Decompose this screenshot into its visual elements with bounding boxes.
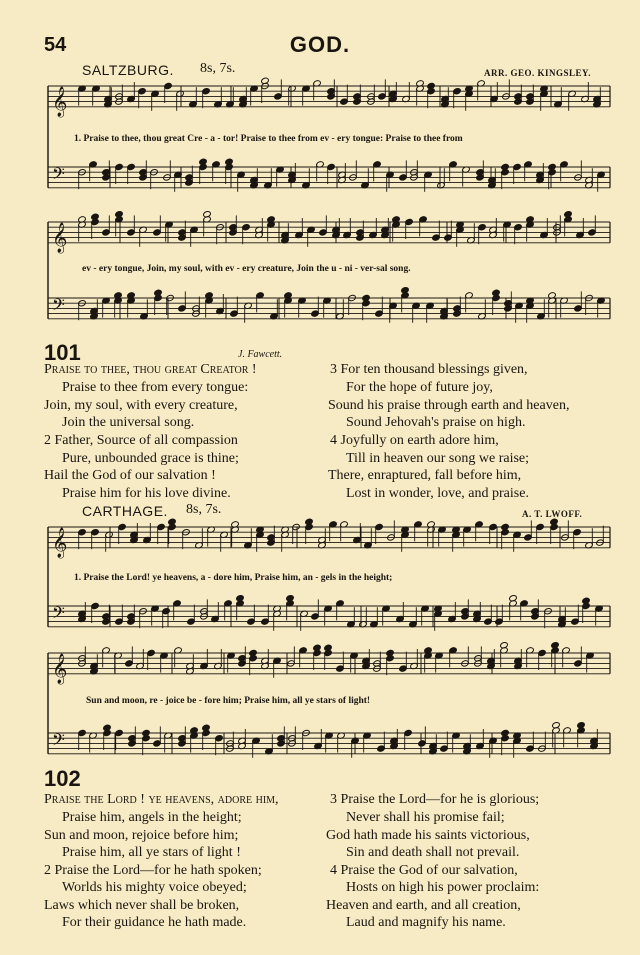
treble-clef: 𝄞 <box>52 653 68 684</box>
verse-line: Till in heaven our song we raise; <box>346 451 530 466</box>
verse-line: Worlds his mighty voice obeyed; <box>62 880 247 895</box>
verse-line: Laws which never shall be broken, <box>44 898 240 913</box>
arranger-credit: ARR. GEO. KINGSLEY. <box>484 68 591 78</box>
page-number: 54 <box>44 34 67 56</box>
lyric-line-1: 1. Praise to thee, thou great Cre - a - tor! Praise to thee from ev - ery tongue: Praise to thee from <box>74 134 463 144</box>
verse-line: For their guidance he hath made. <box>62 915 247 930</box>
verse-line: Heaven and earth, and all creation, <box>326 898 521 913</box>
verse-line: Sin and death shall not prevail. <box>346 845 520 860</box>
lyric-line-2: ev - ery tongue, Join, my soul, with ev - ery creature, Join the u - ni - ver-sal song. <box>82 264 411 274</box>
verse-line: Sound his praise through earth and heaven, <box>328 398 570 413</box>
verse-line: Praise him for his love divine. <box>62 486 231 501</box>
verse-line: 2 Praise the Lord—for he hath spoken; <box>44 863 262 878</box>
tune-name-saltzburg: SALTZBURG. <box>82 62 174 78</box>
tune-name-carthage: CARTHAGE. <box>82 503 168 519</box>
bass-clef: 𝄢 <box>52 729 65 754</box>
verse-line: Laud and magnify his name. <box>346 915 506 930</box>
meter-saltzburg: 8s, 7s. <box>200 61 236 76</box>
treble-clef: 𝄞 <box>52 527 68 558</box>
verse-line: 3 For ten thousand blessings given, <box>330 362 528 377</box>
verse-line: 3 Praise the Lord—for he is glorious; <box>330 792 540 807</box>
verse-line: Join the universal song. <box>62 415 195 430</box>
verse-line-text: Praise to thee, thou great Creator ! <box>44 362 257 377</box>
verse-line: 2 Father, Source of all compassion <box>44 433 238 448</box>
verse-line: Sun and moon, rejoice before him; <box>44 828 239 843</box>
verse-line: Hail the God of our salvation ! <box>44 468 216 483</box>
verse-line: Never shall his promise fail; <box>346 810 505 825</box>
lyric-line-3: 1. Praise the Lord! ye heavens, a - dore him, Praise him, an - gels in the height; <box>74 573 393 583</box>
verse-line: Hosts on high his power proclaim: <box>346 880 540 895</box>
verse-line: Praise him, all ye stars of light ! <box>62 845 241 860</box>
verse-line: God hath made his saints victorious, <box>326 828 530 843</box>
verse-line: Sound Jehovah's praise on high. <box>346 415 526 430</box>
section-title: GOD. <box>289 32 351 57</box>
treble-clef: 𝄞 <box>52 86 68 117</box>
bass-clef: 𝄢 <box>52 294 65 319</box>
verse-line: Praise him, angels in the height; <box>62 810 242 825</box>
verse-line <box>44 361 257 379</box>
verse-line: There, enraptured, fall before him, <box>328 468 522 483</box>
verse-line: For the hope of future joy, <box>346 380 493 395</box>
hymn-number-101: 101 <box>44 340 81 365</box>
verse-line: 4 Praise the God of our salvation, <box>330 863 518 878</box>
verse-line: Lost in wonder, love, and praise. <box>346 486 529 501</box>
bass-clef: 𝄢 <box>52 163 65 188</box>
author-credit: J. Fawcett. <box>238 349 283 360</box>
composer-credit: A. T. LWOFF. <box>522 509 583 519</box>
verse-line: Praise to thee from every tongue: <box>62 380 249 395</box>
verse-line: Pure, unbounded grace is thine; <box>62 451 239 466</box>
verse-line: 4 Joyfully on earth adore him, <box>330 433 499 448</box>
hymn-number-102: 102 <box>44 766 81 791</box>
lyric-line-4: Sun and moon, re - joice be - fore him; Praise him, all ye stars of light! <box>86 696 371 706</box>
bass-clef: 𝄢 <box>52 602 65 627</box>
meter-carthage: 8s, 7s. <box>186 502 222 517</box>
verse-line: Join, my soul, with every creature, <box>44 398 238 413</box>
verse-line <box>44 791 279 809</box>
verse-line-text: Praise the Lord ! ye heavens, adore him, <box>44 792 279 807</box>
treble-clef: 𝄞 <box>52 222 68 253</box>
